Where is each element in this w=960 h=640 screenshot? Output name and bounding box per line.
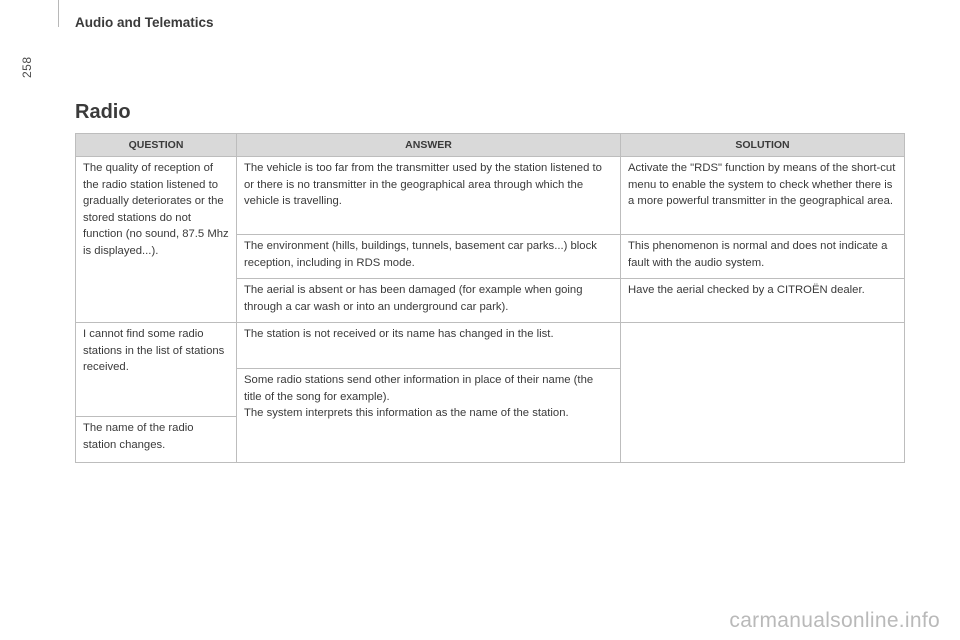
solution-cell: This phenomenon is normal and does not indicate a fault with the audio system.: [621, 235, 905, 279]
section-header: Audio and Telematics: [75, 15, 214, 30]
faq-table: [75, 133, 905, 463]
solution-cell-empty: [621, 323, 905, 463]
solution-cell: Activate the "RDS" function by means of the short-cut menu to enable the system to check whether there is a more powerful transmitter in the geographical area.: [621, 157, 905, 235]
answer-cell: [237, 369, 621, 463]
answer-line: The system interprets this information as the name of the station.: [244, 407, 569, 419]
answer-line: Some radio stations send other information in place of their name (the title of the song for example).: [244, 374, 594, 403]
table-header-row: [76, 134, 905, 157]
question-cell: I cannot find some radio stations in the list of stations received.: [76, 323, 237, 417]
solution-cell: Have the aerial checked by a CITROËN dealer.: [621, 279, 905, 323]
answer-cell: The vehicle is too far from the transmitter used by the station listened to or there is no transmitter in the geographical area through which the vehicle is travelling.: [237, 157, 621, 235]
table-row: [76, 157, 905, 235]
table-row: [76, 323, 905, 369]
watermark: carmanualsonline.info: [729, 609, 940, 632]
column-header-solution: SOLUTION: [621, 134, 905, 157]
question-cell: The quality of reception of the radio station listened to gradually deteriorates or the stored stations do not function (no sound, 87.5 Mhz is displayed...).: [76, 157, 237, 323]
page-number: 258: [20, 56, 34, 78]
question-cell: The name of the radio station changes.: [76, 417, 237, 463]
answer-cell: The aerial is absent or has been damaged (for example when going through a car wash or into an underground car park).: [237, 279, 621, 323]
margin-rule: [58, 0, 59, 27]
column-header-question: QUESTION: [76, 134, 237, 157]
answer-cell: The environment (hills, buildings, tunnels, basement car parks...) block reception, including in RDS mode.: [237, 235, 621, 279]
answer-cell: The station is not received or its name has changed in the list.: [237, 323, 621, 369]
column-header-answer: ANSWER: [237, 134, 621, 157]
page-title: Radio: [75, 101, 131, 123]
